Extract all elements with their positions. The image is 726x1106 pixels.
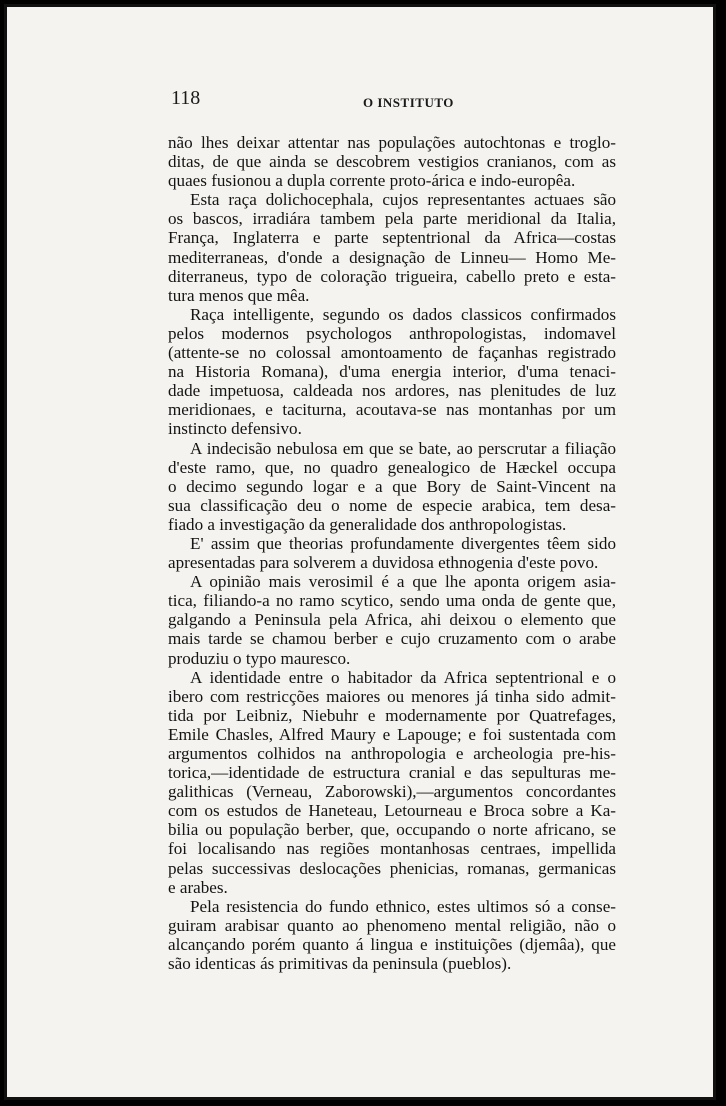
text-line: instincto defensivo. — [168, 419, 302, 439]
text-line: tida por Leibniz, Niebuhr e modernamente por Quatrefages, — [168, 705, 616, 725]
text-line: torica,—identidade de estructura cranial e das sepulturas me- — [168, 763, 616, 783]
paragraph-5 — [168, 534, 616, 572]
text-line: tica, filiando-a no ramo scytico, sendo uma onda de gente que, — [168, 591, 616, 611]
paragraph-4 — [168, 439, 616, 534]
text-line: os bascos, irradiára tambem pela parte meridional da Italia, — [168, 209, 616, 229]
text-line: A opinião mais verosimil é a que lhe aponta origem asia- — [190, 572, 616, 592]
text-line: argumentos colhidos na anthropologia e archeologia pre-his- — [168, 744, 616, 763]
paragraph-6 — [168, 572, 616, 667]
text-line: na Historia Romana), d'uma energia interior, d'uma tenaci- — [168, 362, 616, 382]
text-line: ibero com restricções maiores ou menores já tinha sido admit- — [168, 686, 616, 706]
text-line: França, Inglaterra e parte septentrional da Africa—costas — [168, 228, 616, 248]
text-line: Raça intelligente, segundo os dados classicos confirmados — [190, 304, 616, 324]
text-line: fiado a investigação da generalidade dos anthropologistas. — [168, 514, 567, 534]
text-line: alcançando porém quanto á lingua e instituições (djemâa), que — [168, 934, 616, 954]
paragraph-1 — [168, 133, 616, 190]
text-line: o decimo segundo logar e a que Bory de Saint-Vincent na — [168, 476, 616, 496]
page-number: 118 — [171, 87, 201, 109]
text-line: tura menos que mêa. — [168, 285, 310, 305]
text-line: meridionaes, e taciturna, acoutava-se nas montanhas por um — [168, 400, 616, 420]
text-line: produziu o typo mauresco. — [168, 648, 351, 668]
paragraph-7 — [168, 668, 616, 897]
paragraph-2 — [168, 190, 616, 305]
text-line: não lhes deixar attentar nas populações autochtonas e troglo- — [168, 133, 616, 152]
text-line: (attente-se no colossal amontoamento de façanhas registrado — [168, 343, 616, 363]
text-line: pelos modernos psychologos anthropologistas, indomavel — [168, 323, 616, 343]
text-line: são identicas ás primitivas da peninsula (pueblos). — [168, 954, 512, 974]
text-line: foi localisando nas regiões montanhosas centraes, impellida — [168, 839, 616, 859]
text-line: quaes fusionou a dupla corrente proto-árica e indo-europêa. — [168, 171, 576, 191]
text-line: diterraneus, typo de coloração trigueira, cabello preto e esta- — [168, 266, 616, 286]
text-line: galgando a Peninsula pela Africa, ahi deixou o elemento que — [168, 610, 616, 630]
paragraph-3 — [168, 305, 616, 439]
body-text — [168, 133, 616, 973]
text-line: e arabes. — [168, 877, 228, 897]
page-header — [167, 87, 607, 117]
text-line: dade impetuosa, caldeada nos ardores, nas plenitudes de luz — [168, 381, 616, 401]
text-line: com os estudos de Haneteau, Letourneau e Broca sobre a Ka- — [168, 801, 616, 821]
text-line: bilia ou população berber, que, occupando o norte africano, se — [168, 820, 616, 840]
text-line: pelas successivas deslocações phenicias, romanas, germanicas — [168, 858, 616, 878]
text-line: mediterraneas, d'onde a designação de Linneu— Homo Me- — [168, 247, 616, 267]
paragraph-8 — [168, 897, 616, 973]
text-line: guiram arabisar quanto ao phenomeno mental religião, não o — [168, 915, 616, 935]
text-line: d'este ramo, que, no quadro genealogico de Hæckel occupa — [168, 457, 616, 477]
text-line: mais tarde se chamou berber e cujo cruzamento com o arabe — [168, 629, 616, 649]
running-title: O INSTITUTO — [363, 95, 454, 110]
text-line: E' assim que theorias profundamente divergentes têem sido — [190, 533, 616, 553]
text-line: apresentadas para solverem a duvidosa ethnogenia d'este povo. — [168, 553, 599, 573]
text-line: Esta raça dolichocephala, cujos representantes actuaes são — [190, 190, 616, 210]
text-line: A indecisão nebulosa em que se bate, ao perscrutar a filiação — [190, 438, 616, 458]
text-line: galithicas (Verneau, Zaborowski),—argumentos concordantes — [168, 782, 616, 802]
text-line: sua classificação deu o nome de especie arabica, tem desa- — [168, 495, 616, 515]
document-page — [4, 4, 716, 1100]
text-line: ditas, de que ainda se descobrem vestigios cranianos, com as — [168, 152, 616, 172]
text-line: Pela resistencia do fundo ethnico, estes ultimos só a conse- — [190, 896, 616, 916]
text-line: Emile Chasles, Alfred Maury e Lapouge; e foi sustentada com — [168, 724, 616, 744]
text-line: A identidade entre o habitador da Africa septentrional e o — [190, 667, 616, 687]
